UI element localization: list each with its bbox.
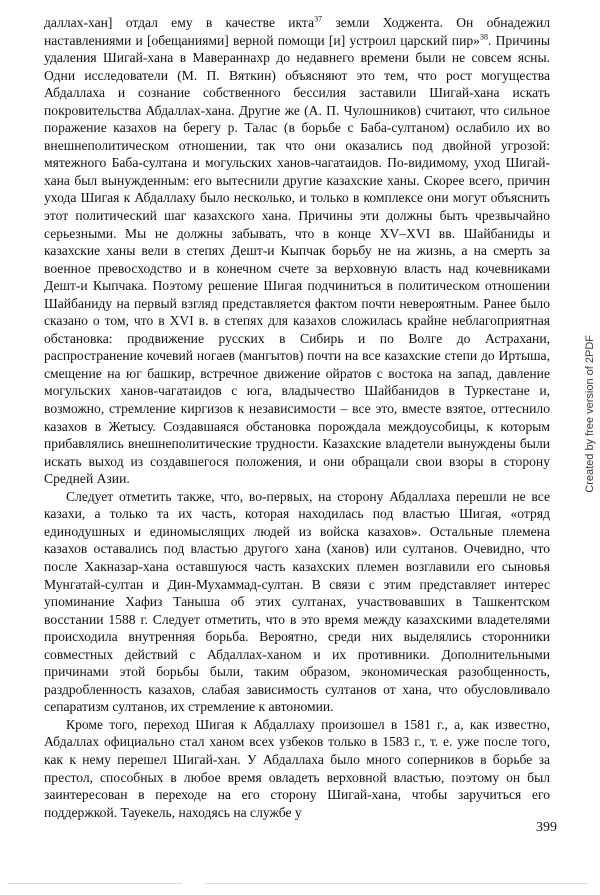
footnote-marker: 38 (479, 32, 488, 42)
page-number: 399 (536, 820, 557, 835)
text-run: даллах-хан] отдал ему в качестве икта (44, 15, 315, 30)
text-run: . Причины удаления Шигай-хана в Мавераннахр до недавнего времени были не совсем ясны. Одни исследователи (М. П. Вяткин) объясняют это тем, что рост могущества Абдаллаха и сознание собственного бессилия заставили Шигай-хана искать покровительства Абдаллах-хана. Другие же (А. П. Чулошников) считают, что сильное поражение казахов на берегу р. Талас (в борьбе с Баба-султаном) ослабило их во внешнеполитическом отношении, так что они оказались под двойной угрозой: мятежного Баба-султана и могульских ханов-чагатаидов. По-видимому, уход Шигай-хана был вынужденным: его вытеснили другие казахские ханы. Скорее всего, причин ухода Шигая к Абдаллаху было несколько, и только в комплексе они могут объяснить этот политический шаг казахского хана. Причины эти должны быть чрезвычайно серьезными. Мы не должны забывать, что в конце XV–XVI вв. Шайбаниды и казахские ханы вели в степях Дешт-и Кыпчак борьбу не на жизнь, а на смерть за военное превосходство и в конечном счете за верховную власть над кочевниками Дешт-и Кыпчака. Поэтому решение Шигая подчиниться в политическом отношении Шайбаниду на первый взгляд представляется фактом почти невероятным. Ранее было сказано о том, что в XVI в. в степях для казахов сложилась крайне неблагоприятная обстановка: продвижение русских в Сибирь и по Волге до Астрахани, распространение кочевий ногаев (мангытов) почти на все казахские степи до Иртыша, смещение на юг башкир, встречное движение ойратов с востока на запад, давление могульских ханов-чагатаидов с юга, владычество Шайбанидов в Туркестане и, возможно, стремление киргизов к независимости – все это, вместе взятое, оттеснило казахов в Жетысу. Создавшаяся обстановка порождала междоусобицы, к которым прибавлялись внешнеполитические трудности. Казахские владетели вынуждены были искать выход из создавшегося положения, и они обращали свои взоры в сторону Средней Азии. (44, 32, 550, 487)
watermark-text: Created by free version of 2PDF (584, 335, 596, 493)
paragraph-p2 (44, 488, 550, 716)
paragraph-p3 (44, 716, 550, 821)
text-run: Следует отметить также, что, во-первых, на сторону Абдаллаха перешли не все казахи, а только та их часть, которая находилась под властью Шигая, «отряд единодушных и единомыслящих людей из войска казахов». Остальные племена казахов оставались под властью другого хана (ханов) или султанов. Очевидно, что после Хакназар-хана оставшуюся часть казахских племен возглавили его сыновья Мунгатай-султан и Дин-Мухаммад-султан. В связи с этим представляет интерес упоминание Хафиз Таныша об этих султанах, участвовавших в Ташкентском восстании 1588 г. Следует отметить, что в это время между казахскими владетелями происходила внутренняя борьба. Вероятно, среди них выделялись сторонники совместных действий с Абдаллах-ханом и их противники. Дополнительными причинами этой борьбы были, таким образом, экономическая разобщенность, раздробленность казахов, слабая зависимость султанов от хана, что обусловливало сепаратизм султанов, их стремление к автономии. (44, 488, 550, 715)
paragraph-p1 (44, 14, 550, 488)
body-text (44, 14, 550, 821)
footnote-marker: 37 (314, 14, 323, 24)
text-run: земли Ходжента. Он обнадежил наставлениями и [обещаниями] верной помощи [и] устроил царский пир» (44, 15, 551, 48)
text-run: Кроме того, переход Шигая к Абдаллаху произошел в 1581 г., а, как известно, Абдаллах официально стал ханом всех узбеков только в 1583 г., т. е. уже после того, как к нему перешел Шигай-хан. У Абдаллаха было много соперников в борьбе за престол, способных в любое время овладеть верховной властью, поэтому он был заинтересован в переходе на его сторону Шигай-хана, чтобы заручиться его поддержкой. Тауекель, находясь на службе у (44, 716, 550, 820)
scan-artifact-line (8, 883, 588, 884)
